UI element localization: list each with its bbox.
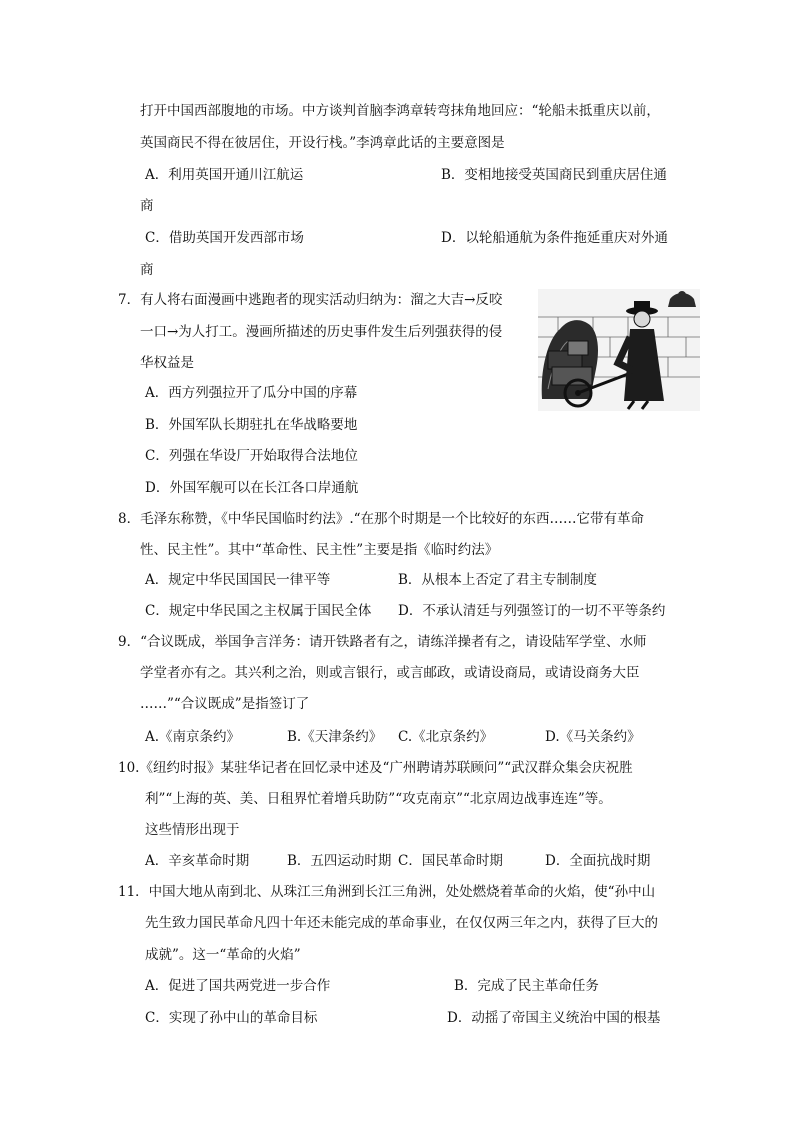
q6-option-b: B．变相地接受英国商民到重庆居住通 [441,167,667,183]
q7-option-c: C．列强在华设厂开始取得合法地位 [145,448,358,464]
q10-stem-line-1: 10.《纽约时报》某驻华记者在回忆录中述及“广州聘请苏联顾问”“武汉群众集会庆祝胜 [118,760,633,776]
q6-option-d-cont: 商 [140,262,154,278]
q6-stem-line-1: 打开中国西部腹地的市场。中方谈判首脑李鸿章转弯抹角地回应：“轮船未抵重庆以前， [140,103,660,119]
q10-stem-line-3: 这些情形出现于 [145,822,240,838]
q9-option-d: D.《马关条约》 [545,729,641,745]
q6-option-c: C．借助英国开发西部市场 [145,230,304,246]
q9-stem-line-3: ……”“合议既成”是指签订了 [140,696,310,712]
q11-stem-line-1: 11．中国大地从南到北、从珠江三角洲到长江三角洲，处处燃烧着革命的火焰，使“孙中山 [118,884,656,900]
q6-option-a: A．利用英国开通川江航运 [145,167,304,183]
q10-option-c: C．国民革命时期 [398,853,503,869]
q7-option-d: D．外国军舰可以在长江各口岸通航 [145,480,359,496]
q8-option-d: D．不承认清廷与列强签订的一切不平等条约 [398,603,666,619]
q8-option-b: B．从根本上否定了君主专制制度 [398,572,597,588]
q6-stem-line-2: 英国商民不得在彼居住，开设行栈。”李鸿章此话的主要意图是 [140,135,505,151]
q9-option-a: A.《南京条约》 [145,729,241,745]
q10-option-a: A．辛亥革命时期 [145,853,250,869]
q10-option-b: B．五四运动时期 [287,853,392,869]
q9-stem-line-2: 学堂者亦有之。其兴利之治，则或言银行，或言邮政，或请设商局，或请设商务大臣 [140,665,640,681]
historical-cartoon-icon [538,289,700,411]
q11-option-c: C．实现了孙中山的革命目标 [145,1010,318,1026]
q9-option-b: B.《天津条约》 [287,729,383,745]
q11-option-a: A．促进了国共两党进一步合作 [145,978,331,994]
q8-option-c: C．规定中华民国之主权属于国民全体 [145,603,372,619]
q11-stem-line-3: 成就”。这一“革命的火焰” [145,947,301,963]
q7-stem-line-3: 华权益是 [140,355,194,371]
q7-option-b: B．外国军队长期驻扎在华战略要地 [145,417,358,433]
q8-stem-line-2: 性、民主性”。其中“革命性、民主性”主要是指《临时约法》 [140,542,499,558]
q11-option-b: B．完成了民主革命任务 [454,978,599,994]
q7-stem-line-1: 7．有人将右面漫画中逃跑者的现实活动归纳为：溜之大吉→反咬 [118,292,503,308]
q6-option-b-cont: 商 [140,198,154,214]
q11-stem-line-2: 先生致力国民革命凡四十年还未能完成的革命事业，在仅仅两三年之内，获得了巨大的 [145,915,658,931]
q10-stem-line-2: 利”“上海的英、美、日租界忙着增兵助防”“攻克南京”“北京周边战事连连”等。 [145,791,612,807]
q7-option-a: A．西方列强拉开了瓜分中国的序幕 [145,385,358,401]
q9-option-c: C.《北京条约》 [398,729,494,745]
q8-stem-line-1: 8．毛泽东称赞，《中华民国临时约法》.“在那个时期是一个比较好的东西……它带有革命 [118,511,645,527]
q11-option-d: D．动摇了帝国主义统治中国的根基 [447,1010,661,1026]
q9-stem-line-1: 9．“合议既成，举国争言洋务：请开铁路者有之，请练洋操者有之，请设陆军学堂、水师 [118,634,647,650]
q10-option-d: D．全面抗战时期 [545,853,651,869]
q6-option-d: D．以轮船通航为条件拖延重庆对外通 [441,230,668,246]
q8-option-a: A．规定中华民国国民一律平等 [145,572,331,588]
q7-stem-line-2: 一口→为人打工。漫画所描述的历史事件发生后列强获得的侵 [140,324,503,340]
